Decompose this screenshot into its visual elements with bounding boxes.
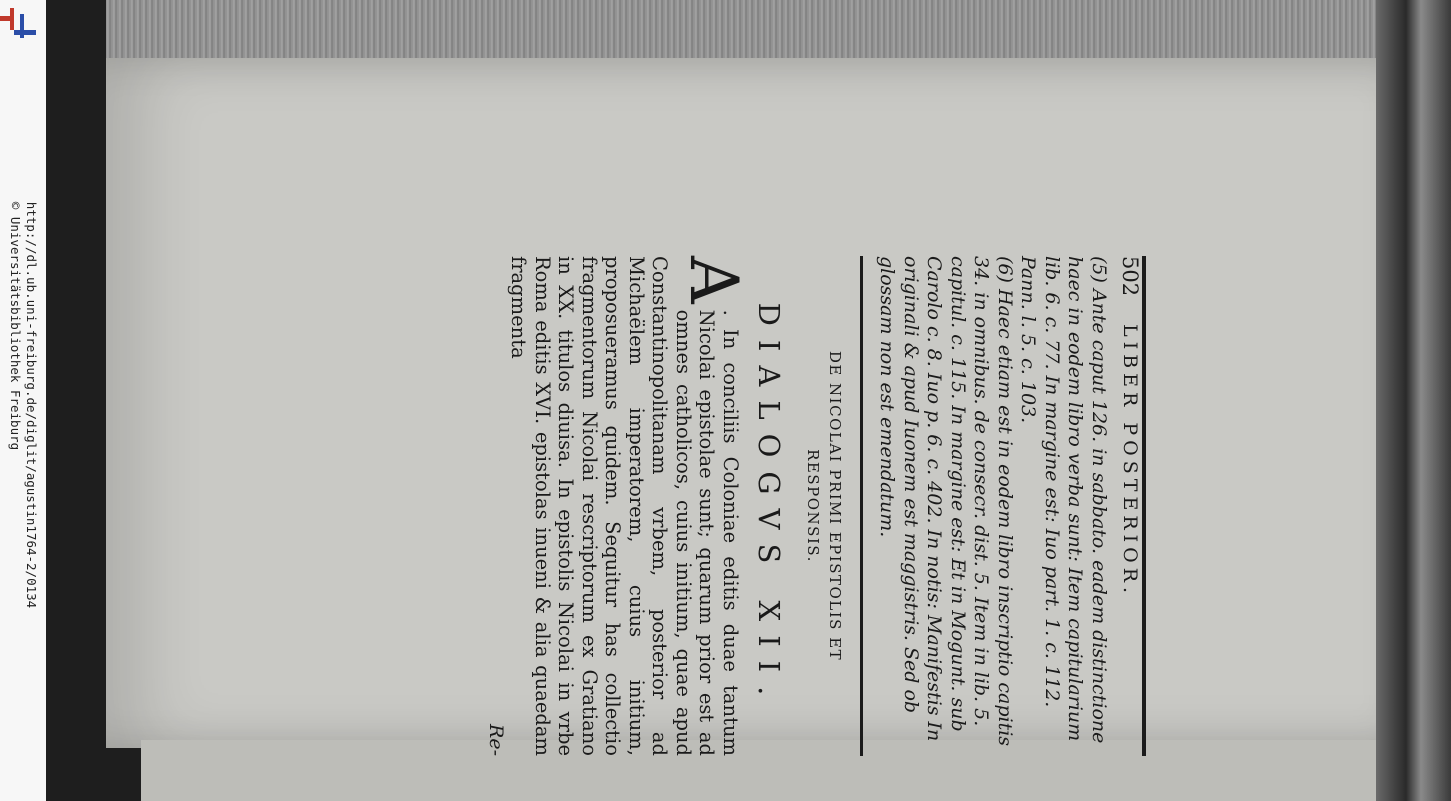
scan-credit [7,202,39,608]
book-spine [1376,0,1451,801]
dialog-heading: DIALOGVS XII. [752,302,786,710]
body-paragraph: . In conciliis Coloniae editis duae tantum Nicolai epistolae sunt; quarum prior est ad omnes catholicos, cuius initium, quae apud Constantinopolitanam vrbem, posterior ad Michaëlem imperatorem, cuius initium, proposueramus quidem. Sequitur has collectio fragmentorum Nicolai rescriptorum ex Gratiano in XX. titulos diuisa. In epistolis Nicolai in vrbe Roma editis XVI. epistolas inueni & alia quaedam fragmenta [507,256,742,756]
section-rule [860,256,863,756]
running-head: LIBER POSTERIOR. [1119,324,1141,599]
credit-copyright: © Universitätsbibliothek Freiburg [8,201,23,451]
footnote-5: (5) Ante caput 126. in sabbato. eadem distinctione haec in eodem libro verba sunt: Item capitularium lib. 6. c. 77. In margine est: Iuo part. 1. c. 112. Pann. l. 5. c. 103. [1017,256,1110,744]
running-header [1110,256,1142,756]
catchword: Re- [485,724,507,756]
body-text [507,256,752,756]
book-scan [46,0,1451,801]
page-number: 502 [1118,256,1142,297]
header-rule [1142,256,1146,756]
library-logo-icon [0,0,46,52]
section-title-line-2: RESPONSIS. [804,449,822,563]
page-text-block [485,256,1146,756]
drop-cap: A [675,256,752,304]
credit-strip [0,0,46,801]
credit-url[interactable]: http://dl.ub.uni-freiburg.de/diglit/agustin1764-2/0134 [24,201,39,609]
section-title-line-1: DE NICOLAI PRIMI EPISTOLIS ET [826,350,844,662]
section-title [802,256,846,756]
footnote-6: (6) Haec etiam est in eodem libro inscriptio capitis 34. in omnibus. de consecr. dist. 5. Item in lib. 5. capitul. c. 115. In margine est: Et in Mogunt. sub Carolo c. 8. Iuo p. 6. c. 402. In notis: Manifestis In originali & apud Iuonem est maggistris. Sed ob glossam non est emendatum. [876,256,1016,747]
page-edges [106,0,1446,62]
